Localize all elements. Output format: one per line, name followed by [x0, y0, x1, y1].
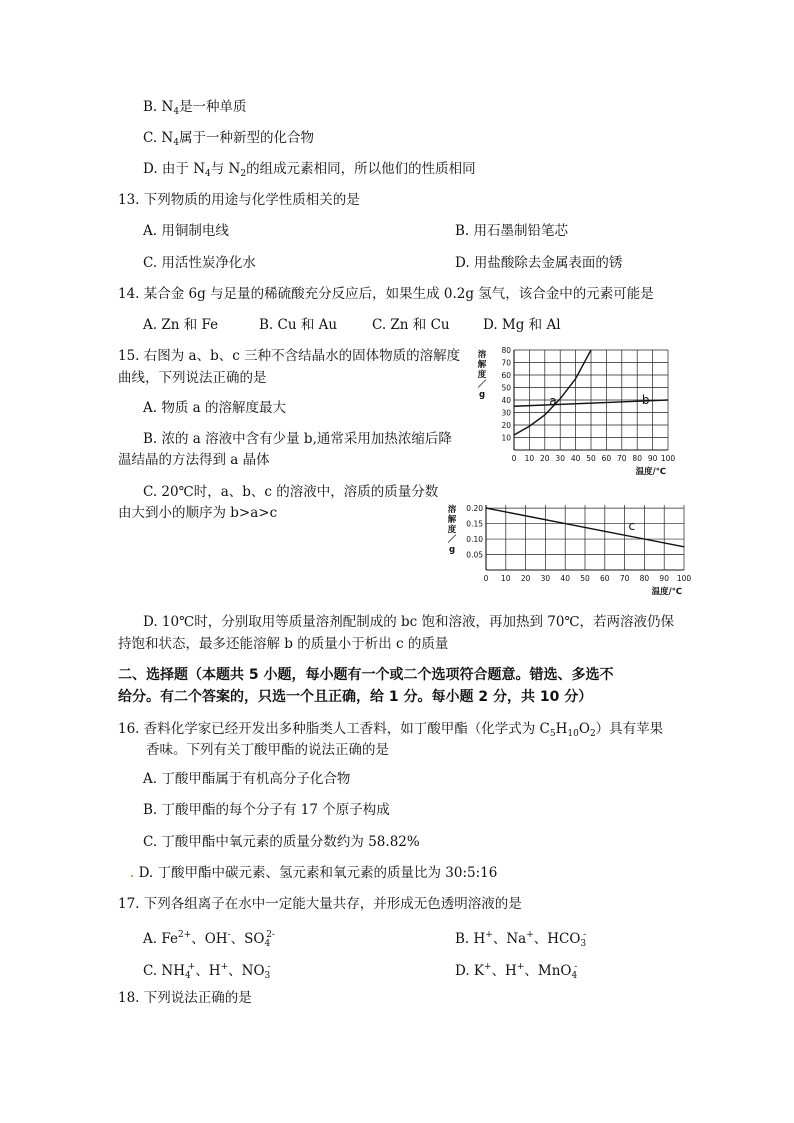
q13-option-a: A. 用铜制电线 [143, 223, 229, 239]
x-tick-label: 60 [601, 454, 612, 463]
x-tick-label: 40 [560, 574, 570, 583]
q13-option-b: B. 用石墨制铅笔芯 [455, 223, 569, 239]
y-tick-label: 0.05 [466, 550, 483, 560]
q12-option-c: C. $N_4$属于一种新型的化合物 [143, 130, 314, 148]
q16-option-c: C. 丁酸甲酯中氧元素的质量分数约为 58.82% [143, 834, 420, 850]
q17-option-b: B. H+、Na+、$HCO_3^-$ [455, 930, 587, 949]
q15-stem-line1: 15. 右图为 a、b、c 三种不含结晶水的固体物质的溶解度 [118, 348, 461, 364]
x-tick-label: 20 [540, 454, 550, 463]
q13-option-c: C. 用活性炭净化水 [143, 255, 256, 271]
y-axis-label-char: 溶 [447, 505, 457, 515]
speck-mark: . [130, 865, 135, 881]
q15-option-a: A. 物质 a 的溶解度最大 [143, 400, 286, 416]
y-axis-label-char: ／ [447, 535, 457, 545]
y-tick-label: 30 [501, 408, 511, 418]
q17-option-a: A. $Fe^{2+}$、OH-、$SO_4^{2-}$ [143, 930, 275, 949]
x-tick-label: 70 [617, 454, 627, 463]
solubility-chart-c [440, 498, 700, 603]
section2-heading-line2: 给分。有二个答案的，只选一个且正确，给 1 分。每小题 2 分，共 10 分） [118, 689, 593, 705]
q15-option-c-line2: 由大到小的顺序为 b>a>c [118, 505, 278, 521]
x-tick-label: 90 [659, 574, 669, 583]
q13-stem: 13. 下列物质的用途与化学性质相关的是 [118, 192, 360, 208]
q16-stem-line2: 香味。下列有关丁酸甲酯的说法正确的是 [146, 742, 389, 758]
q14-option-d: D. Mg 和 Al [483, 317, 561, 333]
q16-stem-line1: 16. 香料化学家已经开发出多种脂类人工香料，如丁酸甲酯（化学式为 $C_5H_{10}O_2$）具有苹果 [118, 721, 664, 739]
q17-stem: 17. 下列各组离子在水中一定能大量共存，并形成无色透明溶液的是 [118, 896, 522, 912]
q16-option-a: A. 丁酸甲酯属于有机高分子化合物 [143, 771, 351, 787]
q12-option-d: D. 由于 $N_4$与 $N_2$的组成元素相同，所以他们的性质相同 [143, 161, 476, 179]
x-tick-label: 80 [639, 574, 650, 583]
section2-heading-line1: 二、选择题（本题共 5 小题，每小题有一个或二个选项符合题意。错选、多选不 [118, 667, 614, 683]
y-tick-label: 10 [501, 433, 511, 443]
q15-stem-line2: 曲线，下列说法正确的是 [118, 370, 267, 386]
q16-option-d: . D. 丁酸甲酯中碳元素、氢元素和氧元素的质量比为 30:5:16 [130, 865, 498, 881]
y-tick-label: 80 [501, 346, 511, 355]
q14-option-a: A. Zn 和 Fe [143, 317, 219, 333]
q15-option-d-line2: 持饱和状态，最多还能溶解 b 的质量小于析出 c 的质量 [118, 636, 449, 652]
q15-option-b-line2: 温结晶的方法得到 a 晶体 [118, 452, 270, 468]
x-tick-label: 50 [580, 574, 590, 583]
q17-option-d: D. K+、H+、MnO$_4$- [455, 962, 578, 981]
x-tick-label: 30 [540, 574, 551, 583]
x-tick-label: 20 [520, 574, 531, 583]
x-tick-label: 60 [600, 574, 610, 583]
q18-stem: 18. 下列说法正确的是 [118, 990, 252, 1006]
y-axis-label-char: 度 [477, 370, 487, 380]
x-tick-label: 10 [524, 454, 535, 463]
y-axis-label-char: g [448, 545, 456, 555]
y-tick-label: 60 [501, 371, 511, 380]
x-axis-label: 温度/℃ [635, 467, 666, 477]
x-tick-label: 80 [632, 454, 642, 463]
y-tick-label: 0.10 [466, 535, 483, 545]
q17-option-c: C. $NH_4^+$、H+、$NO_3^-$ [143, 962, 271, 981]
x-tick-label: 100 [676, 574, 692, 583]
y-tick-label: 20 [501, 421, 511, 430]
x-tick-label: 30 [555, 454, 565, 463]
y-axis-label-char: 解 [477, 360, 487, 370]
series-label-a: a [549, 394, 557, 408]
q15-option-d-line1: D. 10℃时，分别取用等质量溶剂配制成的 bc 饱和溶液，再加热到 70℃，若两溶液仍保 [143, 614, 675, 630]
x-axis-label: 温度/℃ [651, 587, 682, 597]
x-tick-label: 0 [511, 454, 517, 463]
y-axis-label-char: 度 [447, 525, 457, 535]
x-tick-label: 70 [619, 574, 630, 583]
q16-option-b: B. 丁酸甲酯的每个分子有 17 个原子构成 [143, 802, 390, 818]
y-tick-label: 50 [501, 383, 511, 393]
series-label-c: c [628, 518, 636, 533]
y-axis-label-char: 解 [447, 515, 457, 525]
y-axis-label-char: 溶 [477, 350, 487, 360]
x-tick-label: 90 [647, 454, 658, 463]
q14-stem: 14. 某合金 6g 与足量的稀硫酸充分反应后，如果生成 0.2g 氢气，该合金中的元素可能是 [118, 286, 654, 302]
y-axis-label-char: g [478, 390, 486, 400]
y-tick-label: 40 [501, 396, 511, 405]
solubility-chart-ab [470, 342, 690, 490]
x-tick-label: 40 [570, 454, 581, 463]
q12-option-b: B. $N_4$是一种单质 [143, 99, 247, 117]
q13-option-d: D. 用盐酸除去金属表面的锈 [455, 255, 623, 271]
q15-option-b-line1: B. 浓的 a 溶液中含有少量 b,通常采用加热浓缩后降 [143, 431, 452, 447]
q15-option-c-line1: C. 20℃时，a、b、c 的溶液中，溶质的质量分数 [143, 484, 439, 500]
x-tick-label: 10 [501, 574, 511, 583]
x-tick-label: 100 [660, 454, 676, 463]
q14-option-b: B. Cu 和 Au [259, 317, 338, 333]
y-tick-label: 0.15 [466, 519, 483, 529]
y-tick-label: 0.20 [466, 504, 483, 514]
x-tick-label: 0 [483, 574, 489, 583]
x-tick-label: 50 [586, 454, 596, 463]
y-tick-label: 70 [501, 358, 511, 368]
y-axis-label-char: ／ [477, 380, 487, 390]
q14-option-c: C. Zn 和 Cu [372, 317, 450, 333]
series-label-b: b [641, 392, 650, 407]
